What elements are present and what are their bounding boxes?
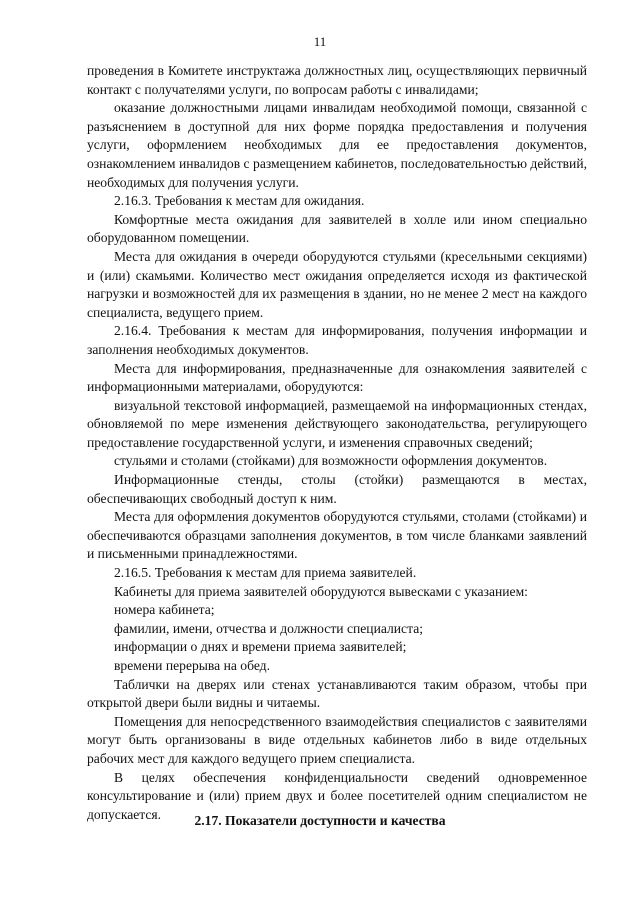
paragraph: 2.16.5. Требования к местам для приема заявителей. [114,565,417,581]
paragraph: Места для информирования, предназначенные для ознакомления заявителей с информационными материалами, оборудуются: [87,360,587,395]
page-number: 11 [313,34,327,49]
document-body [87,62,587,824]
paragraph: Таблички на дверях или стенах устанавливаются таким образом, чтобы при открытой двери были видны и читаемы. [87,676,587,711]
paragraph: времени перерыва на обед. [114,658,270,673]
paragraph: номера кабинета; [114,602,215,618]
paragraph: 2.16.4. Требования к местам для информирования, получения информации и заполнения необходимых документов. [87,323,587,357]
paragraph: Места для ожидания в очереди оборудуются стульями (кресельными секциями) и (или) скамьями. Количество мест ожидания определяется исходя из фактической нагрузки и возможностей для их размещения в здании, но не менее 2 мест на каждого специалиста, ведущего прием. [87,248,587,320]
paragraph: визуальной текстовой информацией, размещаемой на информационных стендах, обновляемой по мере изменения действующего законодательства, регулирующего предоставление государственной услуги, и изменения справочных сведений; [87,397,587,450]
paragraph: фамилии, имени, отчества и должности специалиста; [114,620,424,636]
paragraph: Кабинеты для приема заявителей оборудуются вывесками с указанием: [114,583,528,599]
paragraph: Места для оформления документов оборудуются стульями, столами (стойками) и обеспечиваются образцами заполнения документов, в том числе бланками заявлений и письменными принадлежностями. [87,509,587,562]
paragraph: Комфортные места ожидания для заявителей в холле или ином специально оборудованном помещении. [87,211,587,246]
paragraph: оказание должностными лицами инвалидам необходимой помощи, связанной с разъяснением в доступной для них форме порядка предоставления и получения услуги, оформлением необходимых для ее предоставления документов, ознакомлением инвалидов с размещением кабинетов, последовательностью действий, необходимых для получения услуги. [87,100,587,190]
paragraph: Информационные стенды, столы (стойки) размещаются в местах, обеспечивающих свободный доступ к ним. [87,472,587,506]
paragraph: информации о днях и времени приема заявителей; [114,639,407,655]
paragraph: проведения в Комитете инструктажа должностных лиц, осуществляющих первичный контакт с получателями услуги, по вопросам работы с инвалидами; [87,63,587,97]
section-heading: 2.17. Показатели доступности и качества [194,813,446,828]
paragraph: стульями и столами (стойками) для возможности оформления документов. [114,453,548,469]
paragraph: В целях обеспечения конфиденциальности сведений одновременное консультирование и (или) прием двух и более посетителей одним специалистом не допускается. [87,769,587,822]
paragraph: Помещения для непосредственного взаимодействия специалистов с заявителями могут быть организованы в виде отдельных кабинетов либо в виде отдельных рабочих мест для каждого ведущего прием специалиста. [87,713,587,766]
paragraph: 2.16.3. Требования к местам для ожидания. [114,193,365,209]
